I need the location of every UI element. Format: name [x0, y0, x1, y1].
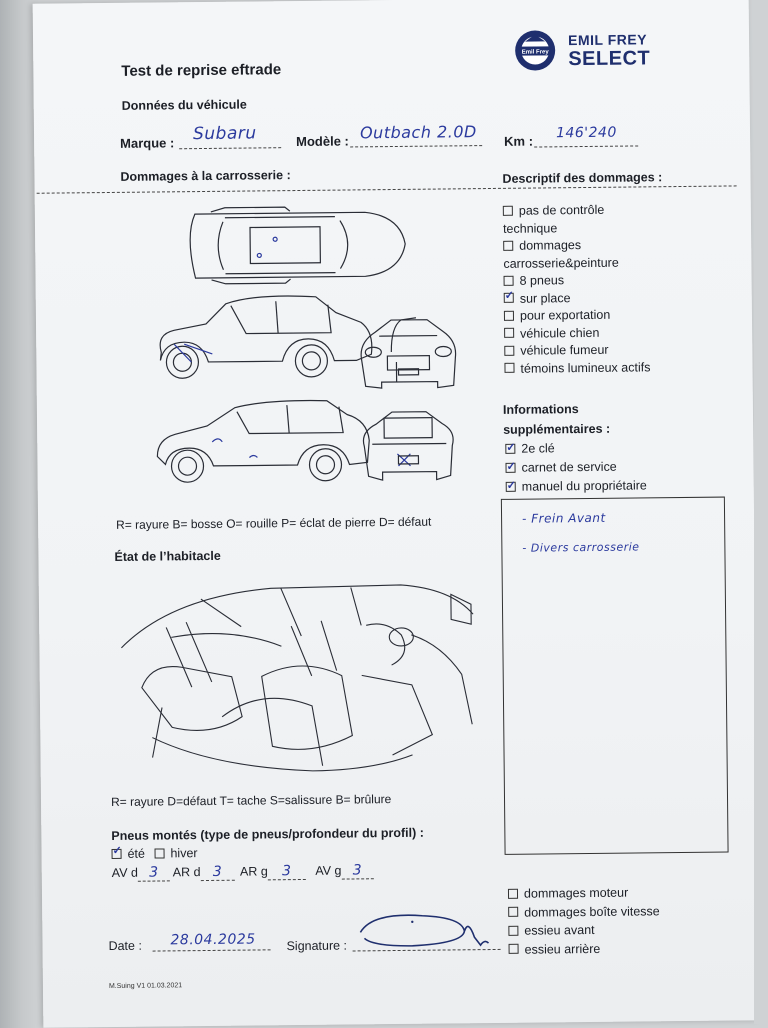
modele-field[interactable]: [350, 121, 482, 147]
damage-item[interactable]: ✓sur place: [504, 288, 734, 308]
info-item[interactable]: ✓manuel du propriétaire: [506, 475, 736, 496]
marque-value: Subaru: [192, 123, 257, 145]
checkbox-icon[interactable]: [504, 363, 514, 373]
av-d-field[interactable]: 3: [138, 864, 170, 881]
checkbox-icon[interactable]: [504, 328, 514, 338]
tyre-type-row: [111, 846, 197, 861]
modele-label: Modèle :: [296, 133, 349, 150]
notes-box[interactable]: [501, 497, 729, 855]
summer-checkbox-icon[interactable]: [112, 849, 122, 859]
marque-field[interactable]: [179, 123, 281, 149]
info-title-2: supplémentaires :: [503, 421, 611, 437]
checkbox-icon[interactable]: [504, 275, 514, 285]
signature-drawing-icon: [352, 909, 500, 951]
winter-label: hiver: [170, 846, 198, 861]
brand-logo: [511, 25, 671, 75]
date-value: 28.04.2025: [170, 931, 256, 949]
car-top-view: [190, 206, 406, 284]
info-checklist: [505, 437, 736, 496]
mechanical-item[interactable]: essieu avant: [508, 919, 738, 940]
date-field[interactable]: [152, 929, 270, 951]
checkbox-icon[interactable]: [509, 944, 519, 954]
ar-g-label: AR g: [239, 864, 268, 879]
modele-value: Outbach 2.0D: [359, 122, 477, 143]
checkbox-checked-icon[interactable]: [505, 443, 515, 453]
damage-description-title: Descriptif des dommages :: [502, 170, 663, 186]
mechanical-item[interactable]: essieu arrière: [508, 938, 738, 959]
checkbox-checked-icon[interactable]: [505, 462, 515, 472]
checkbox-icon[interactable]: [503, 205, 513, 215]
car-front-view-detail: [361, 319, 456, 388]
brand-name: EMIL FREY: [567, 31, 648, 49]
av-d-label: AV d: [111, 865, 139, 880]
brand-subname: SELECT: [568, 47, 651, 71]
checkbox-icon[interactable]: [508, 925, 518, 935]
km-field[interactable]: [534, 121, 638, 147]
mechanical-item[interactable]: dommages moteur: [508, 882, 738, 903]
damage-checklist: [503, 200, 735, 377]
checkbox-icon[interactable]: [508, 888, 518, 898]
damage-item-continuation: carrosserie&peinture: [503, 255, 619, 271]
signature-label: Signature :: [286, 938, 348, 954]
av-g-label: AV g: [315, 863, 342, 878]
km-value: 146'240: [555, 124, 617, 142]
form-sheet: [33, 0, 760, 1028]
damage-item[interactable]: pas de contrôle: [503, 200, 733, 220]
brand-emblem-icon: [511, 26, 561, 75]
info-item[interactable]: ✓2e clé: [505, 437, 735, 458]
marque-label: Marque :: [120, 135, 175, 151]
info-title: Informations: [502, 402, 579, 417]
ar-d-field[interactable]: 3: [200, 864, 234, 881]
background-edge: [754, 0, 768, 1024]
damage-item[interactable]: dommages: [503, 235, 733, 255]
interior-diagram: [111, 564, 483, 788]
tyres-title: Pneus montés (type de pneus/profondeur du profil) :: [111, 825, 424, 843]
form-title: Test de reprise eftrade: [121, 61, 282, 80]
note-line: - Frein Avant: [522, 510, 606, 526]
checkbox-checked-icon[interactable]: [504, 293, 514, 303]
car-side-view-left: [157, 400, 370, 483]
tyre-depth-row: [112, 862, 374, 882]
damage-item[interactable]: 8 pneus: [504, 270, 734, 290]
mechanical-item[interactable]: dommages boîte vitesse: [508, 901, 738, 922]
damage-item[interactable]: véhicule fumeur: [504, 340, 734, 360]
signature-field[interactable]: [352, 913, 500, 952]
info-item[interactable]: ✓carnet de service: [505, 456, 735, 477]
note-line: - Divers carrosserie: [522, 540, 640, 555]
vehicle-section-title: Données du véhicule: [121, 97, 247, 113]
winter-checkbox-icon[interactable]: [154, 848, 164, 858]
car-rear-view-detail: [363, 411, 453, 480]
svg-text:Emil Frey: Emil Frey: [521, 49, 549, 56]
interior-legend: R= rayure D=défaut T= tache S=salissure B= brûlure: [110, 792, 392, 809]
mechanical-checklist: [508, 882, 739, 958]
checkbox-icon[interactable]: [504, 345, 514, 355]
checkbox-icon[interactable]: [508, 907, 518, 917]
km-label: Km :: [504, 133, 534, 149]
bodywork-title: Dommages à la carrosserie :: [120, 168, 291, 184]
damage-item-continuation: technique: [502, 220, 558, 236]
car-front-rear-views: [351, 311, 463, 492]
form-footer: M.Suing V1 01.03.2021: [108, 982, 183, 991]
ar-g-field[interactable]: 3: [268, 863, 306, 880]
checkbox-checked-icon[interactable]: [506, 481, 516, 491]
checkbox-icon[interactable]: [504, 310, 514, 320]
damage-item[interactable]: véhicule chien: [504, 323, 734, 343]
damage-item[interactable]: pour exportation: [504, 305, 734, 325]
damage-item[interactable]: témoins lumineux actifs: [504, 358, 734, 378]
car-side-view-right: [160, 295, 372, 378]
ar-d-label: AR d: [172, 865, 201, 880]
av-g-field[interactable]: 3: [341, 862, 373, 879]
interior-title: État de l’habitacle: [114, 548, 221, 564]
body-legend: R= rayure B= bosse O= rouille P= éclat de pierre D= défaut: [116, 514, 432, 532]
summer-label: été: [127, 846, 146, 861]
date-label: Date :: [108, 938, 142, 954]
checkbox-icon[interactable]: [503, 240, 513, 250]
